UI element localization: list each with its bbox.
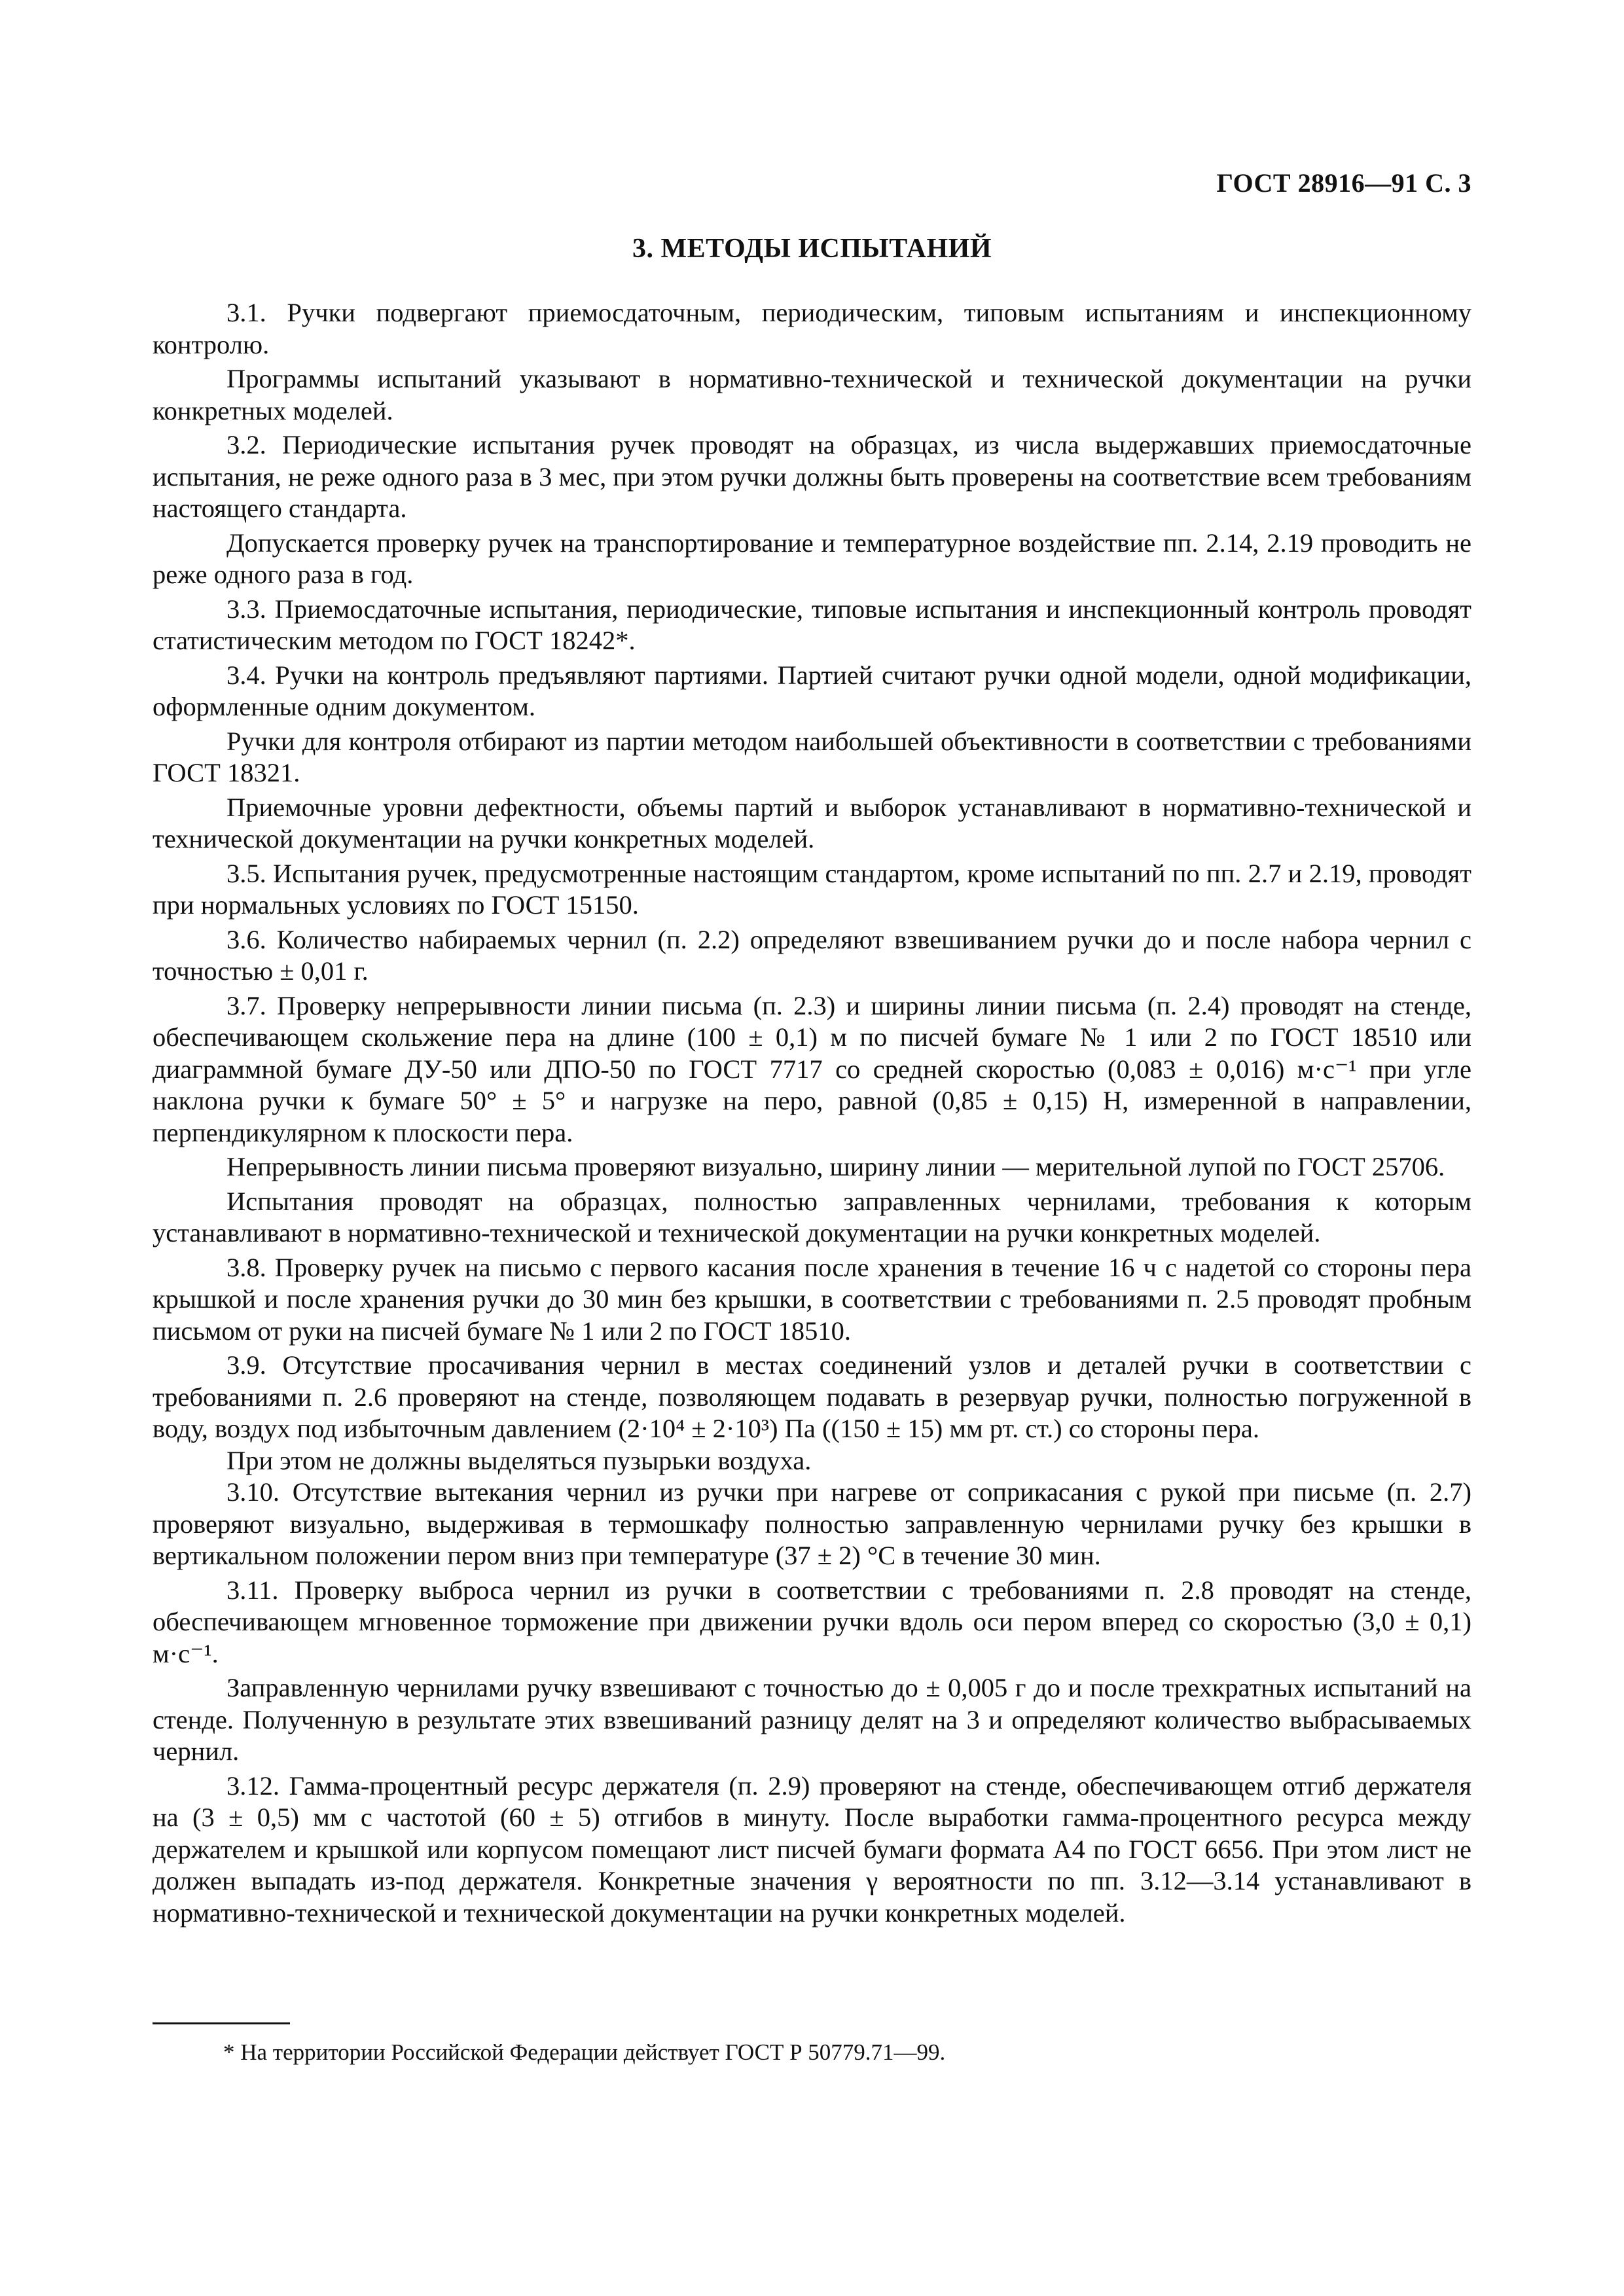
paragraph-3-8: 3.8. Проверку ручек на письмо с первого касания после хранения в течение 16 ч с надетой со стороны пера крышкой и после хранения ручки до 30 мин без крышки, в соответствии с требованиями п. 2.5 проводят пробным письмом от руки на писчей бумаге № 1 или 2 по ГОСТ 18510.: [153, 1252, 1471, 1346]
running-head: ГОСТ 28916—91 С. 3: [1216, 168, 1471, 198]
footnote-divider: [153, 2022, 290, 2024]
paragraph-3-9: 3.9. Отсутствие просачивания чернил в местах соединений узлов и деталей ручки в соответствии с требованиями п. 2.6 проверяют на стенде, позволяющем подавать в резервуар ручки, полностью погруженной в воду, воздух под избыточным давлением (2·10⁴ ± 2·10³) Па ((150 ± 15) мм рт. ст.) со стороны пера.: [153, 1350, 1471, 1443]
paragraph-defect-levels: Приемочные уровни дефектности, объемы партий и выборок устанавливают в нормативно-технической и технической документации на ручки конкретных моделей.: [153, 792, 1471, 853]
paragraph-3-11: 3.11. Проверку выброса чернил из ручки в соответствии с требованиями п. 2.8 проводят на стенде, обеспечивающем мгновенное торможение при движении ручки вдоль оси пером вперед со скоростью (3,0 ± 0,1) м·с⁻¹.: [153, 1575, 1471, 1668]
paragraph-transport-check: Допускается проверку ручек на транспортирование и температурное воздействие пп. 2.14, 2.19 проводить не реже одного раза в год.: [153, 528, 1471, 589]
footnote: * На территории Российской Федерации действует ГОСТ Р 50779.71—99.: [223, 2039, 946, 2065]
paragraph-3-1: 3.1. Ручки подвергают приемосдаточным, периодическим, типовым испытаниям и инспекционному контролю.: [153, 298, 1471, 359]
paragraph-3-7: 3.7. Проверку непрерывности линии письма (п. 2.3) и ширины линии письма (п. 2.4) проводят на стенде, обеспечивающем скольжение пера на длине (100 ± 0,1) м по писчей бумаге № 1 или 2 по ГОСТ 18510 или диаграммной бумаге ДУ-50 или ДПО-50 по ГОСТ 7717 со средней скоростью (0,083 ± 0,016) м·с⁻¹ при угле наклона ручки к бумаге 50° ± 5° и нагрузке на перо, равной (0,85 ± 0,15) Н, измеренной в направлении, перпендикулярном к плоскости пера.: [153, 990, 1471, 1147]
paragraph-continuity: Непрерывность линии письма проверяют визуально, ширину линии — мерительной лупой по ГОСТ 25706.: [226, 1152, 1445, 1181]
paragraph-3-6: 3.6. Количество набираемых чернил (п. 2.2) определяют взвешиванием ручки до и после набора чернил с точностью ± 0,01 г.: [153, 924, 1471, 986]
paragraph-3-12: 3.12. Гамма-процентный ресурс держателя (п. 2.9) проверяют на стенде, обеспечивающем отгиб держателя на (3 ± 0,5) мм с частотой (60 ± 5) отгибов в минуту. После выработки гамма-процентного ресурса между держателем и крышкой или корпусом помещают лист писчей бумаги формата А4 по ГОСТ 6656. При этом лист не должен выпадать из-под держателя. Конкретные значения γ вероятности по пп. 3.12—3.14 устанавливают в нормативно-технической и технической документации на ручки конкретных моделей.: [153, 1770, 1471, 1928]
paragraph-weighing: Заправленную чернилами ручку взвешивают с точностью до ± 0,005 г до и после трехкратных испытаний на стенде. Полученную в результате этих взвешиваний разницу делят на 3 и определяют количество выбрасываемых чернил.: [153, 1673, 1471, 1766]
paragraph-bubbles: При этом не должны выделяться пузырьки воздуха.: [226, 1445, 812, 1475]
paragraph-3-2: 3.2. Периодические испытания ручек проводят на образцах, из числа выдержавших приемосдаточные испытания, не реже одного раза в 3 мес, при этом ручки должны быть проверены на соответствие всем требованиям настоящего стандарта.: [153, 430, 1471, 523]
paragraph-3-5: 3.5. Испытания ручек, предусмотренные настоящим стандартом, кроме испытаний по пп. 2.7 и 2.19, проводят при нормальных условиях по ГОСТ 15150.: [153, 858, 1471, 920]
paragraph-3-3: 3.3. Приемосдаточные испытания, периодические, типовые испытания и инспекционный контроль проводят статистическим методом по ГОСТ 18242*.: [153, 594, 1471, 655]
paragraph-sampling: Ручки для контроля отбирают из партии методом наибольшей объективности в соответствии с требованиями ГОСТ 18321.: [153, 726, 1471, 787]
paragraph-3-10: 3.10. Отсутствие вытекания чернил из ручки при нагреве от соприкасания с рукой при письме (п. 2.7) проверяют визуально, выдерживая в термошкафу полностью заправленную чернилами ручку без крышки в вертикальном положении пером вниз при температуре (37 ± 2) °С в течение 30 мин.: [153, 1477, 1471, 1570]
paragraph-test-samples: Испытания проводят на образцах, полностью заправленных чернилами, требования к которым устанавливают в нормативно-технической и технической документации на ручки конкретных моделей.: [153, 1186, 1471, 1247]
body-text: [153, 297, 1471, 1931]
paragraph-3-4: 3.4. Ручки на контроль предъявляют партиями. Партией считают ручки одной модели, одной модификации, оформленные одним документом.: [153, 660, 1471, 721]
section-title: 3. МЕТОДЫ ИСПЫТАНИЙ: [632, 234, 992, 264]
paragraph-programs: Программы испытаний указывают в нормативно-технической и технической документации на ручки конкретных моделей.: [153, 364, 1471, 425]
